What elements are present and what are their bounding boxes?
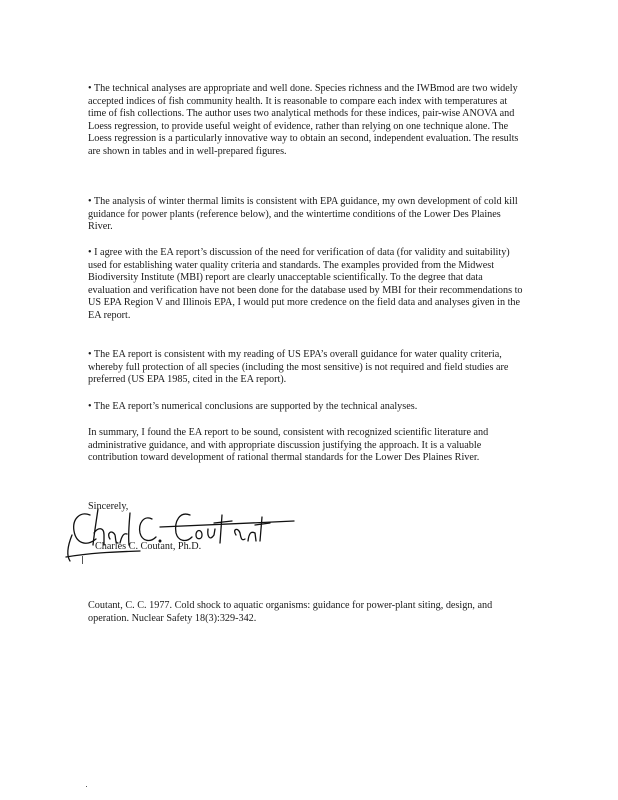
bullet-data-verification: • I agree with the EA report’s discussion of the need for verification of data (for validity and suitability) used for establishing water quality criteria and standards. The examples provided from the Midwest Biodiversity Institute (MBI) report are clearly unacceptable scientifically. To the degree that data evaluation and verification have not been done for the database used by MBI for their recommendations to US EPA Region V and Illinois EPA, I would put more credence on the field data and analyses given in the EA report. xyxy=(88,247,523,321)
bullet-winter-thermal-limits: • The analysis of winter thermal limits is consistent with EPA guidance, my own development of cold kill guidance for power plants (reference below), and the wintertime conditions of the Lower Des Plaines River. xyxy=(88,196,518,233)
handwritten-signature xyxy=(60,505,300,571)
bullet-epa-guidance: • The EA report is consistent with my reading of US EPA’s overall guidance for water quality criteria, whereby full protection of all species (including the most sensitive) is not required and field studies are preferred (US EPA 1985, cited in the EA report). xyxy=(88,349,509,386)
scan-speck xyxy=(82,556,83,564)
summary-paragraph: In summary, I found the EA report to be sound, consistent with recognized scientific literature and administrative guidance, and with appropriate discussion justifying the approach. It is a valuable contribution toward development of rational thermal standards for the Lower Des Plaines River. xyxy=(88,427,489,464)
scan-speck xyxy=(86,786,87,787)
signer-name: Charles C. Coutant, Ph.D. xyxy=(95,541,202,552)
bullet-technical-analyses: • The technical analyses are appropriate and well done. Species richness and the IWBmod are two widely accepted indices of fish community health. It is reasonable to compare each index with temperatures at time of fish collections. The author uses two analytical methods for these indices, pair-wise ANOVA and Loess regression, to provide useful weight of evidence, rather than relying on one technique alone. The Loess regression is a particularly innovative way to obtain an second, independent evaluation. The results are shown in tables and in well-prepared figures. xyxy=(88,83,519,157)
reference-citation: Coutant, C. C. 1977. Cold shock to aquatic organisms: guidance for power-plant siting, design, and operation. Nuclear Safety 18(3):329-342. xyxy=(88,600,493,624)
bullet-numerical-conclusions: • The EA report’s numerical conclusions are supported by the technical analyses. xyxy=(88,401,418,412)
closing-salutation: Sincerely, xyxy=(88,501,129,512)
